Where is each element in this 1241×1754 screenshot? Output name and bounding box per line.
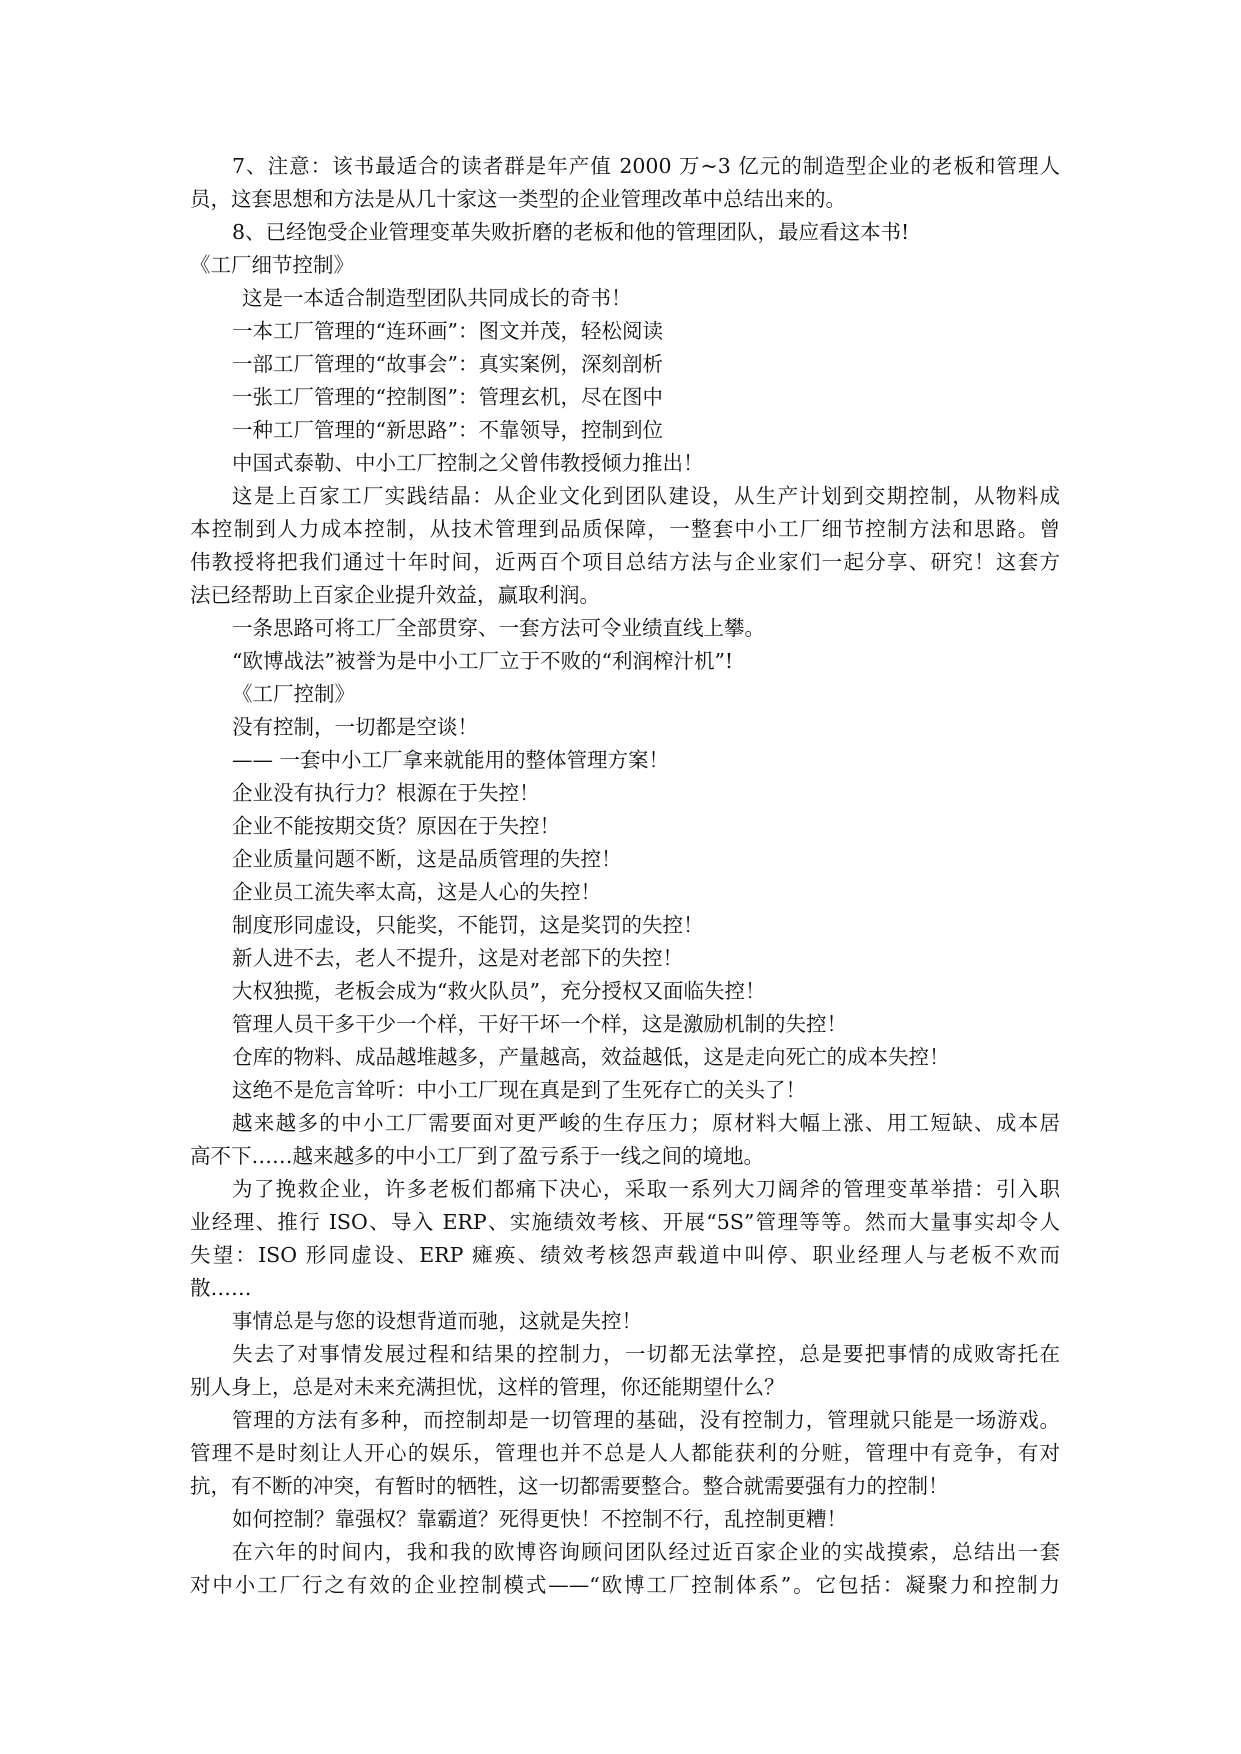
text-line: 管理不是时刻让人开心的娱乐，管理也并不总是人人都能获利的分赃，管理中有竞争，有对	[190, 1441, 1060, 1465]
text-line: 别人身上，总是对未来充满担忧，这样的管理，你还能期望什么？	[190, 1375, 785, 1399]
text-line: 一张工厂管理的“控制图”：管理玄机，尽在图中	[232, 385, 663, 409]
text-line: 一部工厂管理的“故事会”：真实案例，深刻剖析	[232, 352, 663, 376]
text-line: 《工厂控制》	[232, 682, 355, 706]
text-line: 这绝不是危言耸听：中小工厂现在真是到了生死存亡的关头了！	[232, 1078, 806, 1102]
text-line: 仓库的物料、成品越堆越多，产量越高，效益越低，这是走向死亡的成本失控！	[232, 1045, 950, 1069]
text-line: 散……	[190, 1276, 252, 1300]
text-line: —— 一套中小工厂拿来就能用的整体管理方案！	[232, 748, 670, 772]
text-line: 大权独揽，老板会成为“救火队员”，充分授权又面临失控！	[232, 979, 766, 1003]
text-line: “欧博战法”被誉为是中小工厂立于不败的“利润榨汁机”!	[232, 649, 734, 673]
text-line: 管理人员干多干少一个样，干好干坏一个样，这是激励机制的失控！	[232, 1012, 847, 1036]
text-line: 制度形同虚设，只能奖，不能罚，这是奖罚的失控！	[232, 913, 704, 937]
text-line: 如何控制？靠强权？靠霸道？死得更快！不控制不行，乱控制更糟！	[232, 1507, 847, 1531]
text-line: 一条思路可将工厂全部贯穿、一套方法可令业绩直线上攀。	[232, 616, 765, 640]
text-line: 管理的方法有多种，而控制却是一切管理的基础，没有控制力，管理就只能是一场游戏。	[232, 1408, 1060, 1432]
text-line: 这是一本适合制造型团队共同成长的奇书！	[242, 286, 632, 310]
text-line: 8、已经饱受企业管理变革失败折磨的老板和他的管理团队，最应看这本书!	[232, 220, 910, 244]
text-line: 为了挽救企业，许多老板们都痛下决心，采取一系列大刀阔斧的管理变革举措：引入职	[232, 1177, 1060, 1201]
text-line: 本控制到人力成本控制，从技术管理到品质保障，一整套中小工厂细节控制方法和思路。曾	[190, 517, 1060, 541]
text-line: 对中小工厂行之有效的企业控制模式——“欧博工厂控制体系”。它包括：凝聚力和控制力	[190, 1573, 1060, 1597]
text-line: 在六年的时间内，我和我的欧博咨询顾问团队经过近百家企业的实战摸索，总结出一套	[232, 1540, 1060, 1564]
text-line: 没有控制，一切都是空谈！	[232, 715, 478, 739]
text-line: 新人进不去，老人不提升，这是对老部下的失控！	[232, 946, 683, 970]
text-line: 《工厂细节控制》	[190, 253, 354, 277]
text-line: 一种工厂管理的“新思路”：不靠领导，控制到位	[232, 418, 663, 442]
text-line: 越来越多的中小工厂需要面对更严峻的生存压力；原材料大幅上涨、用工短缺、成本居	[232, 1111, 1060, 1135]
text-line: 企业不能按期交货？原因在于失控！	[232, 814, 560, 838]
text-line: 这是上百家工厂实践结晶：从企业文化到团队建设，从生产计划到交期控制，从物料成	[232, 484, 1060, 508]
text-line: 企业员工流失率太高，这是人心的失控！	[232, 880, 601, 904]
text-line: 抗，有不断的冲突，有暂时的牺牲，这一切都需要整合。整合就需要强有力的控制！	[190, 1474, 949, 1498]
text-line: 员，这套思想和方法是从几十家这一类型的企业管理改革中总结出来的。	[190, 187, 846, 211]
text-line: 高不下……越来越多的中小工厂到了盈亏系于一线之间的境地。	[190, 1144, 764, 1168]
text-line: 企业质量问题不断，这是品质管理的失控！	[232, 847, 622, 871]
text-line: 7、注意：该书最适合的读者群是年产值 2000 万~3 亿元的制造型企业的老板和管理人	[232, 154, 1060, 178]
text-line: 一本工厂管理的“连环画”：图文并茂，轻松阅读	[232, 319, 663, 343]
text-line: 业经理、推行 ISO、导入 ERP、实施绩效考核、开展“5S”管理等等。然而大量事实却令人	[190, 1210, 1060, 1234]
text-line: 中国式泰勒、中小工厂控制之父曾伟教授倾力推出！	[232, 451, 704, 475]
text-line: 事情总是与您的设想背道而驰，这就是失控！	[232, 1309, 642, 1333]
text-line: 伟教授将把我们通过十年时间，近两百个项目总结方法与企业家们一起分享、研究！这套方	[190, 550, 1060, 574]
text-line: 失望：ISO 形同虚设、ERP 瘫痪、绩效考核怨声载道中叫停、职业经理人与老板不欢而	[190, 1243, 1060, 1267]
text-line: 企业没有执行力？根源在于失控！	[232, 781, 540, 805]
document-page	[190, 150, 1060, 1602]
text-line: 失去了对事情发展过程和结果的控制力，一切都无法掌控，总是要把事情的成败寄托在	[232, 1342, 1060, 1366]
text-line: 法已经帮助上百家企业提升效益，赢取利润。	[190, 583, 600, 607]
